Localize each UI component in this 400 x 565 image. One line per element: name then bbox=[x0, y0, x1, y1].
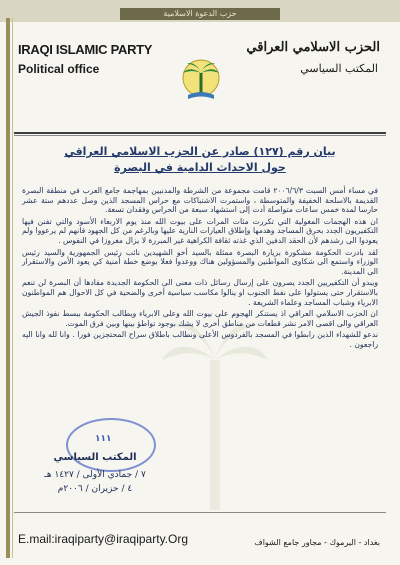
footer-email: E.mail:iraqiparty@iraqiparty.Org bbox=[18, 532, 189, 546]
official-stamp bbox=[66, 418, 156, 472]
body-paragraph: لقد بادرت الحكومة مشكورة بزيارة البصرة ممثلة بالسيد أخو الشهيدين نائب رئيس الجمهورية والسيد رئيس الوزراء واستمع الى شكاوى المواطنين والمسؤولين هناك ووعدوا فعلا بوضع خطة أمنية كي يعود الأمن والاستقرار الى المدينة. bbox=[22, 247, 378, 276]
date-hijri: ٧ / جمادي الأولى / ١٤٢٧ هـ bbox=[44, 470, 146, 480]
footer-divider bbox=[14, 512, 386, 513]
signature-office: المكتب السياسي bbox=[53, 452, 137, 463]
footer-address: بغداد - اليرموك - مجاور جامع الشواف bbox=[254, 538, 380, 547]
statement-subtitle: حول الاحداث الدامية في البصرة bbox=[114, 161, 286, 174]
header-divider-thin bbox=[14, 135, 386, 136]
body-paragraph: في مساء أمس السبت ٢٠٠٦/٦/٣ قامت مجموعة من الشرطة والمدنيين بمهاجمة جامع العرب في منطقة البصرة القديمة بالاسلحة الخفيفة والمتوسطة ، واستمرت الاشتباكات مع حراس المسجد الذين وصل عددهم ستة عشر حارسا لمدة خمس ساعات متواصلة أدت إلى استشهاد سبعة من الحراس وفقدان تسعة. bbox=[22, 186, 378, 215]
statement-title: بيان رقم (١٢٧) صادر عن الحزب الاسلامي العراقي bbox=[64, 145, 336, 158]
header-divider bbox=[14, 132, 386, 134]
body-paragraph: ان هذه الهجمات المغولية التي تكررت مئات المرات على بيوت الله منذ يوم الاربعاء الأسود والتي تفنن فيها التكفيريون الجدد بحرق المساجد وهدمها وإطلاق العيارات النارية عليها وبالرغم من كل الجهود فانهم لم يرعووا ولم يعودوا الى رشدهم لأن الحقد الدفين الذي غذته ثقافة الكراهية غير المبررة لا يزال مغروزا في النفوس . bbox=[22, 216, 378, 245]
top-banner: حزب الدعوة الاسلامية bbox=[120, 8, 280, 20]
party-name-ar: الحزب الاسلامي العراقي bbox=[246, 40, 380, 55]
office-name-ar: المكتب السياسي bbox=[300, 62, 378, 75]
statement-body bbox=[22, 186, 378, 352]
office-name-en: Political office bbox=[18, 62, 100, 76]
left-border bbox=[6, 18, 10, 558]
left-border-inner bbox=[12, 18, 13, 558]
party-name-en: IRAQI ISLAMIC PARTY bbox=[18, 42, 153, 57]
date-gregorian: ٤ / حزيران / ٢٠٠٦م bbox=[57, 484, 133, 494]
body-paragraph: ويبدو أن التكفيريين الجدد يصرون على إرسال رسائل ذات معنى الى الحكومة الجديدة مفادها أن البصرة لن تنعم بالاستقرار حتى يستولوا على نفط الجنوب او ينالوا مكاسب سياسية أخرى والضحية في كل الاحوال هم المواطنون الابرياء وشباب المساجد وعلماء الشريعة . bbox=[22, 278, 378, 307]
body-paragraph: ان الحزب الاسلامي العراقي اذ يستنكر الهجوم على بيوت الله وعلى الابرياء ويطالب الحكومة ببسط نفوذ الجيش العراقي والى اقصى الامر نشر قطعات من مناطق أخرى لا يشك بوجود تواطؤ بينها وبين فرق الموت. bbox=[22, 309, 378, 328]
palm-emblem-icon bbox=[178, 55, 224, 105]
body-paragraph: ندعو للشهداء الذين رابطوا في المسجد بالفردوس الأعلى ونطالب باطلاق سراح المحتجزين فورا . وانا لله وانا اليه راجعون . bbox=[22, 330, 378, 349]
stamp-number: ١١١ bbox=[95, 434, 112, 444]
